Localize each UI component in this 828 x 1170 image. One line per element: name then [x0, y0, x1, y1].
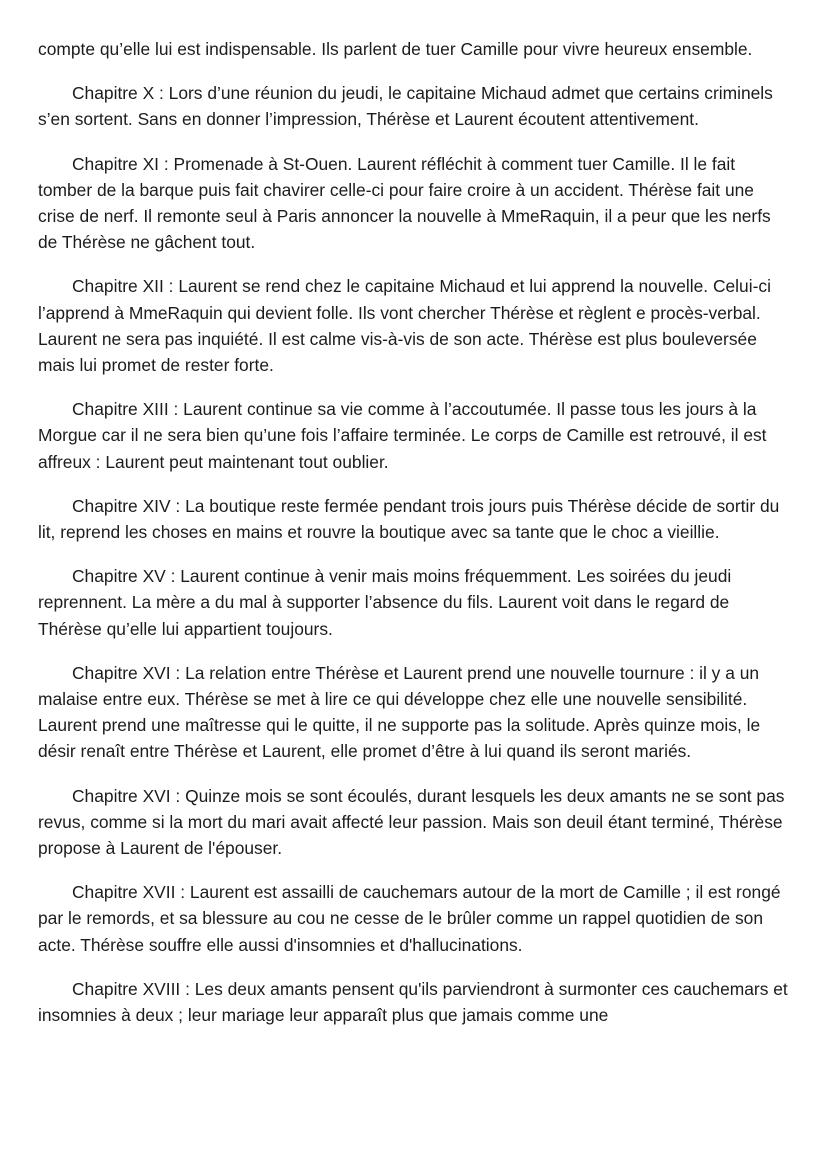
paragraph-chapter-17: Chapitre XVII : Laurent est assailli de cauchemars autour de la mort de Camille ; il est rongé par le remords, et sa blessure au cou ne cesse de le brûler comme un rappel quotidien de son acte. Thérèse souffre elle aussi d'insomnies et d'hallucinations.	[38, 882, 781, 955]
paragraph-chapter-13: Chapitre XIII : Laurent continue sa vie comme à l’accoutumée. Il passe tous les jours à la Morgue car il ne sera bien qu’une fois l’affaire terminée. Le corps de Camille est retrouvé, il est affreux : Laurent peut maintenant tout oublier.	[38, 399, 767, 472]
paragraph-chapter-10: Chapitre X : Lors d’une réunion du jeudi, le capitaine Michaud admet que certains criminels s’en sortent. Sans en donner l’impression, Thérèse et Laurent écoutent attentivement.	[38, 83, 773, 130]
paragraph-chapter-16-bis: Chapitre XVI : Quinze mois se sont écoulés, durant lesquels les deux amants ne se sont pas revus, comme si la mort du mari avait affecté leur passion. Mais son deuil étant terminé, Thérèse propose à Laurent de l'épouser.	[38, 785, 785, 859]
paragraph-chapter-16: Chapitre XVI : La relation entre Thérèse et Laurent prend une nouvelle tournure : il y a un malaise entre eux. Thérèse se met à lire ce qui développe chez elle une nouvelle sensibilité. Laurent prend une maîtresse qui le quitte, il ne supporte pas la solitude. Après quinze mois, le désir renaît entre Thérèse et Laurent, elle promet d’être à lui quand ils seront mariés.	[38, 662, 761, 762]
paragraph-chapter-14: Chapitre XIV : La boutique reste fermée pendant trois jours puis Thérèse décide de sortir du lit, reprend les choses en mains et rouvre la boutique avec sa tante que le choc a vieillie.	[38, 495, 780, 543]
paragraph-chapter-11: Chapitre XI : Promenade à St-Ouen. Laurent réfléchit à comment tuer Camille. Il le fait tomber de la barque puis fait chavirer celle-ci pour faire croire à un accident. Thérèse fait une crise de nerf. Il remonte seul à Paris annoncer la nouvelle à MmeRaquin, il a peur que les nerfs de Thérèse ne gâchent tout.	[38, 153, 771, 253]
paragraph-chapter-12: Chapitre XII : Laurent se rend chez le capitaine Michaud et lui apprend la nouvelle. Celui-ci l’apprend à MmeRaquin qui devient folle. Ils vont chercher Thérèse et règlent e procès-verbal. Laurent ne sera pas inquiété. Il est calme vis-à-vis de son acte. Thérèse est plus bouleversée mais lui promet de rester forte.	[38, 276, 771, 376]
paragraph-chapter-18: Chapitre XVIII : Les deux amants pensent qu'ils parviendront à surmonter ces cauchemars et insomnies à deux ; leur mariage leur apparaît plus que jamais comme une	[38, 978, 788, 1026]
paragraph-chapter-15: Chapitre XV : Laurent continue à venir mais moins fréquemment. Les soirées du jeudi reprennent. La mère a du mal à supporter l’absence du fils. Laurent voit dans le regard de Thérèse qu’elle lui appartient toujours.	[38, 566, 732, 639]
paragraph-continuation: compte qu’elle lui est indispensable. Ils parlent de tuer Camille pour vivre heureux ensemble.	[38, 39, 753, 59]
